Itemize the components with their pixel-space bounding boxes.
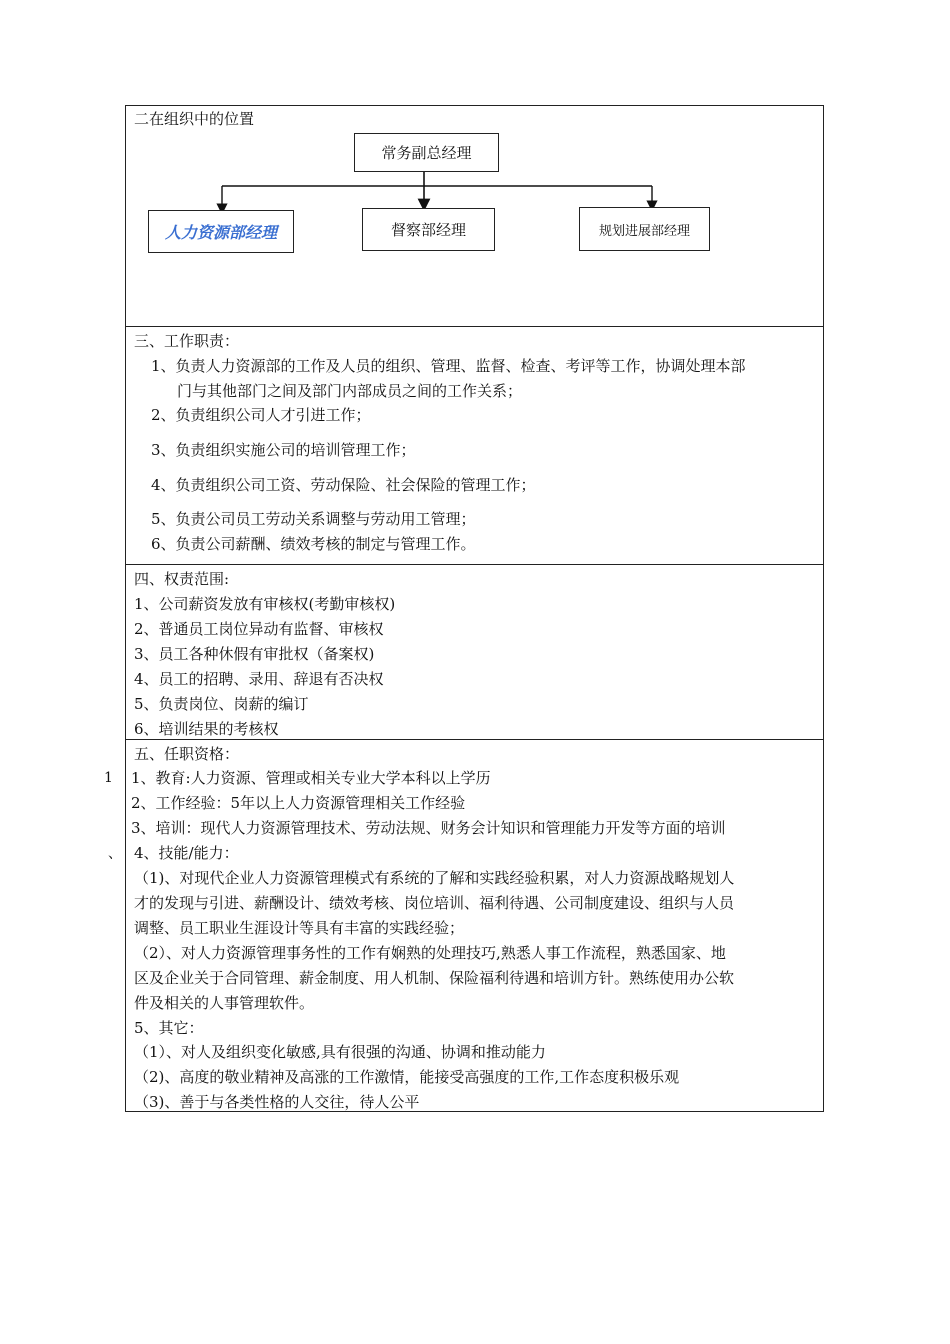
section4-heading: 四、权责范围: — [134, 570, 230, 588]
qualification-line: 2、工作经验：5年以上人力资源管理相关工作经验 — [131, 794, 466, 812]
section2-heading: 二在组织中的位置 — [134, 110, 255, 128]
authority-item: 3、员工各种休假有审批权（备案权) — [134, 645, 375, 663]
authority-item: 5、负责岗位、岗薪的编订 — [134, 695, 309, 713]
section3-heading: 三、工作职责： — [134, 332, 240, 350]
duty-item: 3、负责组织实施公司的培训管理工作； — [151, 441, 416, 459]
qualification-line: （1）、对人及组织变化敏感,具有很强的沟通、协调和推动能力 — [134, 1043, 546, 1061]
duty-item: 5、负责公司员工劳动关系调整与劳动用工管理； — [151, 510, 476, 528]
qualification-line: 3、培训：现代人力资源管理技术、劳动法规、财务会计知识和管理能力开发等方面的培训 — [131, 819, 726, 837]
duty-item: 2、负责组织公司人才引进工作； — [151, 406, 371, 424]
qualification-line: （1)、对现代企业人力资源管理模式有系统的了解和实践经验积累，对人力资源战略规划人 — [134, 869, 735, 887]
org-box-planning-manager: 规划进展部经理 — [579, 207, 710, 251]
duty-item: 6、负责公司薪酬、绩效考核的制定与管理工作。 — [151, 535, 476, 553]
authority-item: 2、普通员工岗位异动有监督、审核权 — [134, 620, 384, 638]
section5-heading: 五、任职资格： — [134, 745, 240, 763]
qualification-line: （2）、对人力资源管理事务性的工作有娴熟的处理技巧,熟悉人事工作流程，熟悉国家、地 — [134, 944, 726, 962]
qualification-line: 1、教育:人力资源、管理或相关专业大学本科以上学历 — [131, 769, 491, 787]
qualification-line: 才的发现与引进、薪酬设计、绩效考核、岗位培训、福利待遇、公司制度建设、组织与人员 — [134, 894, 735, 912]
row-divider — [125, 739, 824, 740]
qualification-line: （2)、高度的敬业精神及高涨的工作激情，能接受高强度的工作,工作态度积极乐观 — [134, 1068, 680, 1086]
qualification-line: 区及企业关于合同管理、薪金制度、用人机制、保险福利待遇和培训方针。熟练使用办公软 — [134, 969, 735, 987]
org-box-hr-manager: 人力资源部经理 — [148, 210, 294, 253]
authority-item: 4、员工的招聘、录用、辞退有否决权 — [134, 670, 384, 688]
qualification-line: 调整、员工职业生涯设计等具有丰富的实践经验； — [134, 919, 465, 937]
row-divider — [125, 564, 824, 565]
margin-mark: 1 — [104, 770, 113, 786]
qualification-line: （3)、善于与各类性格的人交往，待人公平 — [134, 1093, 420, 1111]
org-box-top: 常务副总经理 — [354, 133, 499, 172]
org-box-inspection-manager: 督察部经理 — [362, 208, 495, 251]
margin-mark: 、 — [108, 846, 122, 862]
duty-item: 1、负责人力资源部的工作及人员的组织、管理、监督、检查、考评等工作，协调处理本部 — [151, 357, 746, 375]
qualification-line: 件及相关的人事管理软件。 — [134, 994, 315, 1012]
duty-item: 4、负责组织公司工资、劳动保险、社会保险的管理工作； — [151, 476, 536, 494]
duty-item: 门与其他部门之间及部门内部成员之间的工作关系； — [177, 382, 523, 400]
authority-item: 1、公司薪资发放有审核权(考勤审核权) — [134, 595, 396, 613]
qualification-line: 5、其它： — [134, 1019, 204, 1037]
authority-item: 6、培训结果的考核权 — [134, 720, 279, 738]
qualification-line: 4、技能/能力： — [134, 844, 239, 862]
